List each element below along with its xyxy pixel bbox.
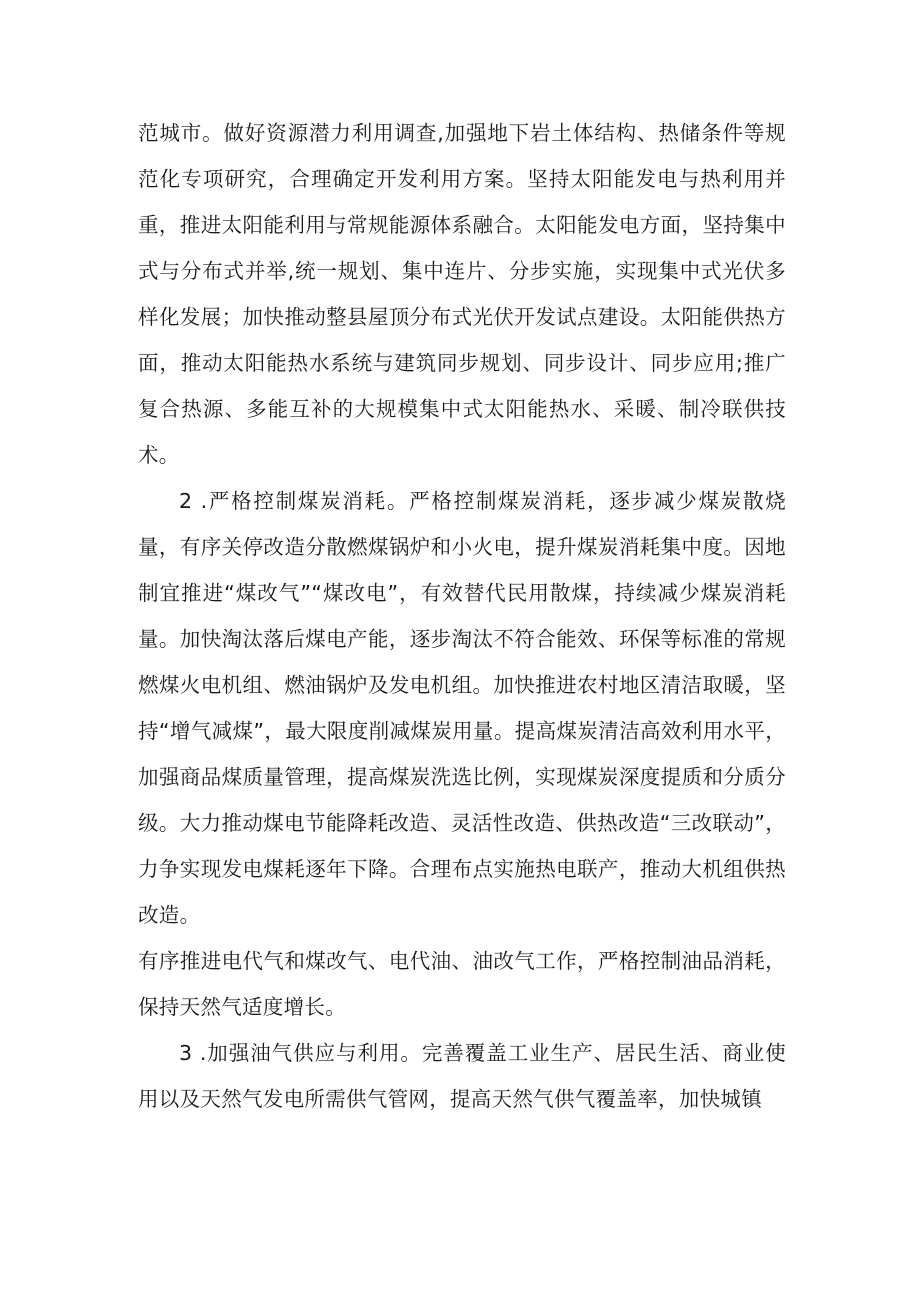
- paragraph-continuation: 范城市。做好资源潜力利用调查,加强地下岩土体结构、热储条件等规范化专项研究，合理确定开发利用方案。坚持太阳能发电与热利用并重，推进太阳能利用与常规能源体系融合。太阳能发电方面，坚持集中式与分布式并举,统一规划、集中连片、分步实施，实现集中式光伏多样化发展；加快推动整县屋顶分布式光伏开发试点建设。太阳能供热方面，推动太阳能热水系统与建筑同步规划、同步设计、同步应用;推广复合热源、多能互补的大规模集中式太阳能热水、采暖、制冷联供技术。: [138, 121, 786, 467]
- paragraph-item-2-coal-control: 2 .严格控制煤炭消耗。严格控制煤炭消耗，逐步减少煤炭散烧量，有序关停改造分散燃煤锅炉和小火电，提升煤炭消耗集中度。因地制宜推进“煤改气”“煤改电”，有效替代民用散煤，持续减少煤炭消耗量。加快淘汰落后煤电产能，逐步淘汰不符合能效、环保等标准的常规燃煤火电机组、燃油锅炉及发电机组。加快推进农村地区清洁取暖，坚持“增气减煤”，最大限度削减煤炭用量。提高煤炭清洁高效利用水平，加强商品煤质量管理，提高煤炭洗选比例，实现煤炭深度提质和分质分级。大力推动煤电节能降耗改造、灵活性改造、供热改造“三改联动”，力争实现发电煤耗逐年下降。合理布点实施热电联产，推动大机组供热改造。: [138, 489, 786, 927]
- paragraph-oil-gas-substitution: 有序推进电代气和煤改气、电代油、油改气工作，严格控制油品消耗，保持天然气适度增长。: [138, 949, 786, 1019]
- paragraph-item-3-oil-gas-supply: 3 .加强油气供应与利用。完善覆盖工业生产、居民生活、商业使用以及天然气发电所需供气管网，提高天然气供气覆盖率，加快城镇: [138, 1041, 786, 1111]
- document-body: [138, 110, 786, 1122]
